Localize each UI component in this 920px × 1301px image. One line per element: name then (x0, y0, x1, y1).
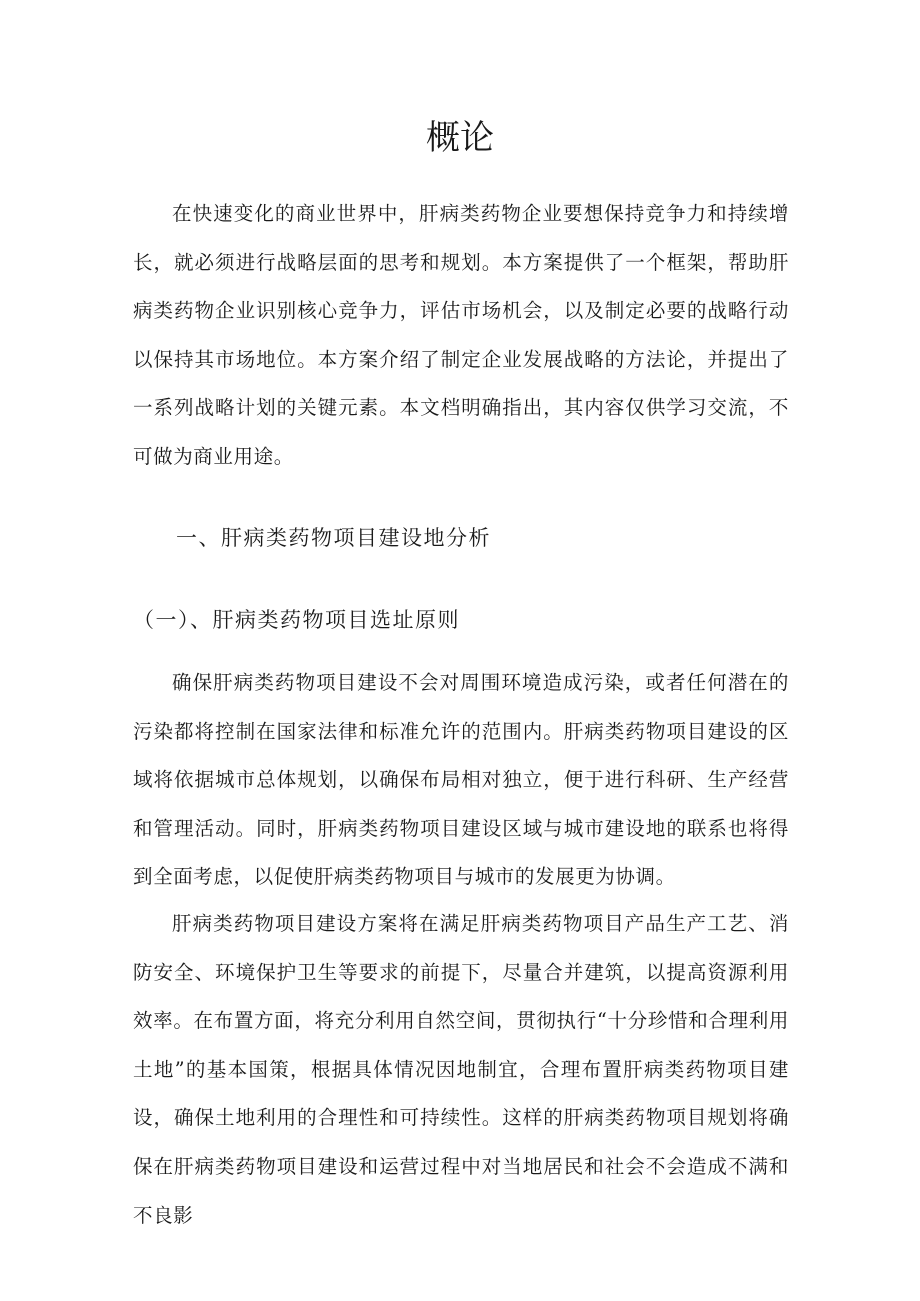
body-paragraph: 确保肝病类药物项目建设不会对周围环境造成污染，或者任何潜在的污染都将控制在国家法律和标准允许的范围内。肝病类药物项目建设的区域将依据城市总体规划，以确保布局相对独立，便于进行科研、生产经营和管理活动。同时，肝病类药物项目建设区域与城市建设地的联系也将得到全面考虑，以促使肝病类药物项目与城市的发展更为协调。 (133, 671, 789, 889)
body-paragraph: 肝病类药物项目建设方案将在满足肝病类药物项目产品生产工艺、消防安全、环境保护卫生等要求的前提下，尽量合并建筑，以提高资源利用效率。在布置方面，将充分利用自然空间，贯彻执行“十分珍惜和合理利用土地”的基本国策，根据具体情况因地制宜，合理布置肝病类药物项目建设，确保土地利用的合理性和可持续性。这样的肝病类药物项目规划将确保在肝病类药物项目建设和运营过程中对当地居民和社会不会造成不满和不良影 (133, 912, 789, 1227)
subsection-heading: （一）、肝病类药物项目选址原则 (133, 608, 460, 632)
intro-paragraph: 在快速变化的商业世界中，肝病类药物企业要想保持竞争力和持续增长，就必须进行战略层面的思考和规划。本方案提供了一个框架，帮助肝病类药物企业识别核心竞争力，评估市场机会，以及制定必要的战略行动以保持其市场地位。本方案介绍了制定企业发展战略的方法论，并提出了一系列战略计划的关键元素。本文档明确指出，其内容仅供学习交流，不可做为商业用途。 (133, 202, 789, 468)
section-heading: 一、肝病类药物项目建设地分析 (176, 526, 491, 550)
document-title: 概论 (426, 118, 494, 158)
